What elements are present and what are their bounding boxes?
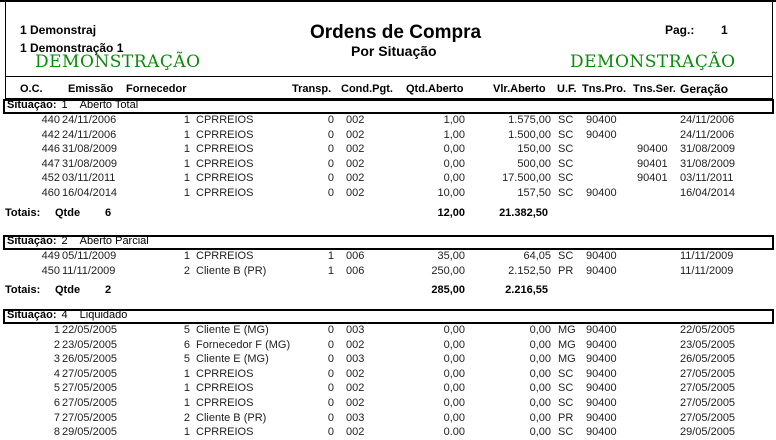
cell-forn-cod: 2 — [183, 264, 190, 277]
cell-forn-nome: CPRREIOS — [196, 397, 254, 409]
company-line-2: 1 Demonstração 1 — [20, 41, 124, 55]
cell-transp: 0 — [327, 114, 334, 126]
cell-uf: MG — [558, 338, 576, 351]
cell-cond: 002 — [346, 128, 365, 141]
cell-geracao: 27/05/2005 — [680, 397, 736, 409]
cell-forn-cod: 6 — [183, 338, 190, 351]
cell-geracao: 29/05/2005 — [680, 426, 736, 439]
cell-emissao: 03/11/2011 — [62, 172, 116, 185]
col-header-oc: O.C. — [20, 83, 43, 95]
table-row — [0, 368, 776, 382]
cell-tns-pro: 90400 — [586, 367, 617, 380]
cell-forn-cod: 1 — [183, 382, 190, 395]
page-number: 1 — [721, 23, 728, 37]
cell-transp: 0 — [327, 324, 334, 336]
col-header-tns-pro: Tns.Pro. — [582, 83, 627, 95]
table-row — [0, 143, 776, 157]
cell-transp: 0 — [327, 128, 334, 141]
cell-vlr: 0,00 — [529, 367, 551, 380]
cell-geracao: 16/04/2014 — [680, 187, 736, 199]
col-header-transp: Transp. — [292, 83, 332, 95]
cell-transp: 0 — [327, 143, 334, 156]
situacao-group-header — [3, 309, 774, 324]
cell-oc: 449 — [41, 250, 60, 262]
cell-geracao: 31/08/2009 — [680, 143, 736, 156]
cell-vlr: 0,00 — [529, 338, 551, 351]
report-right-border — [772, 0, 773, 100]
cell-cond: 002 — [346, 114, 365, 126]
cell-tns-pro: 90400 — [586, 382, 617, 395]
cell-qtd: 0,00 — [443, 338, 465, 351]
col-header-geracao: Geração — [680, 82, 729, 96]
cell-uf: SC — [558, 397, 574, 409]
cell-qtd: 0,00 — [443, 172, 465, 185]
cell-oc: 440 — [41, 114, 60, 126]
cell-geracao: 24/11/2006 — [680, 114, 735, 126]
cell-oc: 450 — [41, 264, 60, 277]
cell-forn-nome: Cliente E (MG) — [196, 353, 269, 366]
table-row — [0, 426, 776, 440]
col-header-qtd-aberto: Qtd.Aberto — [406, 83, 464, 95]
cell-cond: 003 — [346, 324, 365, 336]
cell-cond: 002 — [346, 187, 365, 199]
cell-geracao: 27/05/2005 — [680, 367, 736, 380]
cell-qtd: 0,00 — [443, 411, 465, 424]
cell-forn-nome: CPRREIOS — [196, 114, 254, 126]
table-row — [0, 265, 776, 279]
cell-transp: 0 — [327, 172, 334, 185]
cell-forn-nome: CPRREIOS — [196, 382, 254, 395]
cell-transp: 0 — [327, 367, 334, 380]
cell-transp: 0 — [327, 157, 334, 170]
cell-transp: 0 — [327, 382, 334, 395]
cell-forn-cod: 2 — [183, 411, 190, 424]
cell-uf: SC — [558, 250, 574, 262]
totals-row — [0, 207, 776, 221]
situacao-group-header — [3, 235, 774, 250]
cell-cond: 002 — [346, 426, 365, 439]
cell-transp: 1 — [327, 250, 334, 262]
cell-cond: 006 — [346, 264, 365, 277]
cell-emissao: 26/05/2005 — [62, 353, 118, 366]
cell-cond: 002 — [346, 157, 365, 170]
cell-cond: 002 — [346, 382, 365, 395]
table-row — [0, 158, 776, 172]
cell-qtd: 0,00 — [443, 382, 465, 395]
cell-transp: 0 — [327, 187, 334, 199]
situacao-label — [7, 235, 149, 247]
cell-oc: 442 — [41, 128, 60, 141]
cell-emissao: 16/04/2014 — [62, 187, 118, 199]
cell-oc: 446 — [41, 143, 60, 156]
cell-vlr: 500,00 — [517, 157, 551, 170]
cell-forn-cod: 1 — [183, 250, 190, 262]
cell-tns-ser: 90400 — [637, 143, 668, 156]
cell-uf: SC — [558, 172, 574, 185]
cell-qtd: 0,00 — [443, 367, 465, 380]
company-line-1: 1 Demonstraj — [20, 23, 97, 37]
cell-forn-cod: 1 — [183, 426, 190, 439]
cell-qtd: 1,00 — [443, 128, 465, 141]
cell-geracao: 27/05/2005 — [680, 411, 736, 424]
cell-uf: MG — [558, 353, 576, 366]
cell-vlr: 0,00 — [529, 397, 551, 409]
cell-emissao: 27/05/2005 — [62, 411, 118, 424]
totals-row — [0, 284, 776, 298]
cell-uf: PR — [558, 264, 574, 277]
situacao-name: Liquidado — [79, 309, 128, 321]
cell-cond: 002 — [346, 397, 365, 409]
cell-forn-nome: CPRREIOS — [196, 157, 254, 170]
cell-vlr: 1.500,00 — [508, 128, 551, 141]
situacao-code: 2 — [61, 235, 68, 247]
cell-uf: SC — [558, 367, 574, 380]
table-row — [0, 172, 776, 186]
cell-emissao: 05/11/2009 — [62, 250, 117, 262]
cell-qtd: 0,00 — [443, 143, 465, 156]
cell-uf: PR — [558, 411, 574, 424]
cell-forn-nome: CPRREIOS — [196, 367, 254, 380]
cell-qtd: 10,00 — [437, 187, 465, 199]
totals-label: Totais: — [5, 284, 41, 297]
cell-oc: 2 — [53, 338, 60, 351]
cell-tns-ser: 90401 — [637, 172, 668, 185]
cell-cond: 002 — [346, 172, 365, 185]
situacao-label — [7, 99, 138, 111]
report-title: Ordens de Compra — [310, 22, 482, 43]
cell-transp: 0 — [327, 353, 334, 366]
cell-emissao: 29/05/2005 — [62, 426, 118, 439]
cell-tns-pro: 90400 — [586, 250, 617, 262]
cell-qtd: 250,00 — [431, 264, 465, 277]
cell-forn-cod: 5 — [183, 324, 190, 336]
cell-oc: 460 — [41, 187, 60, 199]
cell-vlr: 157,50 — [517, 187, 551, 199]
table-row — [0, 397, 776, 411]
cell-forn-nome: Cliente E (MG) — [196, 324, 269, 336]
cell-vlr: 0,00 — [529, 426, 551, 439]
cell-cond: 003 — [346, 411, 365, 424]
cell-geracao: 26/05/2005 — [680, 353, 736, 366]
situacao-caption: Situação: — [7, 235, 57, 247]
cell-uf: SC — [558, 187, 574, 199]
cell-forn-cod: 5 — [183, 353, 190, 366]
cell-qtd: 0,00 — [443, 353, 465, 366]
cell-geracao: 27/05/2005 — [680, 382, 736, 395]
cell-geracao: 23/05/2005 — [680, 338, 736, 351]
totals-qtde: 2 — [105, 284, 112, 297]
cell-vlr: 1.575,00 — [508, 114, 551, 126]
cell-uf: SC — [558, 382, 574, 395]
cell-geracao: 11/11/2009 — [680, 250, 734, 262]
cell-forn-nome: Fornecedor F (MG) — [196, 338, 291, 351]
cell-qtd: 0,00 — [443, 157, 465, 170]
cell-uf: SC — [558, 426, 574, 439]
cell-forn-nome: Cliente B (PR) — [196, 264, 267, 277]
cell-geracao: 31/08/2009 — [680, 157, 736, 170]
cell-tns-pro: 90400 — [586, 411, 617, 424]
cell-tns-pro: 90400 — [586, 114, 617, 126]
table-row — [0, 114, 776, 128]
cell-forn-cod: 1 — [183, 143, 190, 156]
cell-oc: 5 — [53, 382, 60, 395]
cell-forn-cod: 1 — [183, 187, 190, 199]
report-left-border — [5, 0, 6, 100]
cell-tns-pro: 90400 — [586, 353, 617, 366]
table-row — [0, 250, 776, 264]
cell-forn-cod: 1 — [183, 367, 190, 380]
totals-vlr: 2.216,55 — [505, 284, 548, 297]
cell-qtd: 1,00 — [443, 114, 465, 126]
cell-uf: MG — [558, 324, 576, 336]
cell-transp: 0 — [327, 397, 334, 409]
cell-geracao: 03/11/2011 — [680, 172, 734, 185]
cell-cond: 002 — [346, 143, 365, 156]
cell-vlr: 17.500,00 — [502, 172, 551, 185]
situacao-caption: Situação: — [7, 309, 57, 321]
report-subtitle: Por Situação — [351, 43, 437, 59]
cell-geracao: 11/11/2009 — [680, 264, 734, 277]
col-header-emissao: Emissão — [68, 83, 114, 95]
cell-vlr: 2.152,50 — [508, 264, 551, 277]
totals-qtd: 12,00 — [437, 206, 465, 219]
cell-tns-pro: 90400 — [586, 324, 617, 336]
table-row — [0, 324, 776, 338]
cell-tns-pro: 90400 — [586, 338, 617, 351]
watermark-left: DEMONSTRAÇÃO — [35, 52, 201, 72]
cell-cond: 002 — [346, 338, 365, 351]
cell-tns-pro: 90400 — [586, 426, 617, 439]
cell-forn-nome: CPRREIOS — [196, 187, 254, 199]
cell-qtd: 0.00 — [443, 426, 465, 439]
cell-uf: SC — [558, 143, 574, 156]
cell-geracao: 22/05/2005 — [680, 324, 736, 336]
cell-cond: 002 — [346, 367, 365, 380]
cell-emissao: 23/05/2005 — [62, 338, 118, 351]
cell-oc: 3 — [53, 353, 60, 366]
situacao-label — [7, 309, 127, 321]
col-header-tns-ser: Tns.Ser. — [633, 83, 676, 95]
cell-uf: SC — [558, 157, 574, 170]
cell-qtd: 0,00 — [443, 324, 465, 336]
cell-vlr: 0,00 — [529, 353, 551, 366]
cell-emissao: 31/08/2009 — [62, 157, 118, 170]
cell-emissao: 27/05/2005 — [62, 367, 118, 380]
cell-vlr: 0,00 — [529, 411, 551, 424]
cell-cond: 003 — [346, 353, 365, 366]
situacao-group-header — [3, 99, 774, 114]
col-header-uf: U.F. — [557, 83, 577, 95]
cell-oc: 6 — [53, 397, 60, 409]
cell-qtd: 35,00 — [437, 250, 465, 262]
cell-vlr: 0,00 — [529, 382, 551, 395]
totals-qtde: 6 — [105, 206, 112, 219]
cell-cond: 006 — [346, 250, 365, 262]
cell-forn-nome: CPRREIOS — [196, 250, 254, 262]
situacao-code: 1 — [61, 99, 68, 111]
cell-forn-cod: 1 — [183, 172, 190, 185]
cell-transp: 0 — [327, 411, 334, 424]
totals-label: Totais: — [5, 206, 41, 219]
totals-qtd: 285,00 — [431, 284, 465, 297]
cell-emissao: 31/08/2009 — [62, 143, 118, 156]
cell-forn-cod: 1 — [183, 397, 190, 409]
cell-qtd: 0,00 — [443, 397, 465, 409]
situacao-name: Aberto Parcial — [79, 235, 149, 247]
situacao-name: Aberto Total — [79, 99, 139, 111]
page-label: Pag.: — [665, 23, 695, 37]
cell-oc: 8 — [53, 426, 60, 439]
cell-oc: 452 — [41, 172, 60, 185]
cell-forn-nome: CPRREIOS — [196, 143, 254, 156]
cell-forn-cod: 1 — [183, 157, 190, 170]
table-row — [0, 412, 776, 426]
cell-tns-pro: 90400 — [586, 187, 617, 199]
totals-qtde-label: Qtde — [55, 206, 81, 219]
cell-oc: 4 — [53, 367, 60, 380]
cell-emissao: 24/11/2006 — [62, 128, 117, 141]
report-top-border — [0, 0, 776, 2]
cell-forn-cod: 1 — [183, 114, 190, 126]
cell-oc: 1 — [53, 324, 60, 336]
cell-vlr: 150,00 — [517, 143, 551, 156]
cell-tns-pro: 90400 — [586, 397, 617, 409]
cell-tns-pro: 90400 — [586, 264, 617, 277]
cell-emissao: 27/05/2005 — [62, 397, 118, 409]
col-header-vlr-aberto: Vlr.Aberto — [493, 83, 546, 95]
situacao-code: 4 — [61, 309, 68, 321]
watermark-right: DEMONSTRAÇÃO — [570, 52, 736, 72]
table-row — [0, 353, 776, 367]
totals-qtde-label: Qtde — [55, 284, 81, 297]
table-row — [0, 129, 776, 143]
cell-transp: 1 — [327, 264, 334, 277]
cell-transp: 0 — [327, 338, 334, 351]
cell-oc: 447 — [41, 157, 60, 170]
cell-forn-nome: Cliente B (PR) — [196, 411, 267, 424]
col-header-cond-pgt: Cond.Pgt. — [341, 83, 393, 95]
cell-oc: 7 — [53, 411, 60, 424]
cell-emissao: 27/05/2005 — [62, 382, 118, 395]
cell-uf: SC — [558, 114, 574, 126]
cell-vlr: 0,00 — [529, 324, 551, 336]
table-row — [0, 187, 776, 201]
col-header-fornecedor: Fornecedor — [126, 83, 187, 95]
cell-forn-cod: 1 — [183, 128, 190, 141]
cell-vlr: 64,05 — [523, 250, 551, 262]
cell-uf: SC — [558, 128, 574, 141]
situacao-caption: Situação: — [7, 99, 57, 111]
cell-forn-nome: CPRREIOS — [196, 172, 254, 185]
cell-emissao: 24/11/2006 — [62, 114, 117, 126]
cell-forn-nome: CPRREIOS — [196, 426, 254, 439]
cell-emissao: 11/11/2009 — [62, 264, 116, 277]
table-row — [0, 339, 776, 353]
cell-tns-pro: 90400 — [586, 128, 617, 141]
cell-geracao: 24/11/2006 — [680, 128, 735, 141]
cell-emissao: 22/05/2005 — [62, 324, 118, 336]
totals-vlr: 21.382,50 — [499, 206, 548, 219]
table-row — [0, 382, 776, 396]
cell-forn-nome: CPRREIOS — [196, 128, 254, 141]
cell-transp: 0 — [327, 426, 334, 439]
cell-tns-ser: 90401 — [637, 157, 668, 170]
header-divider — [5, 76, 773, 77]
